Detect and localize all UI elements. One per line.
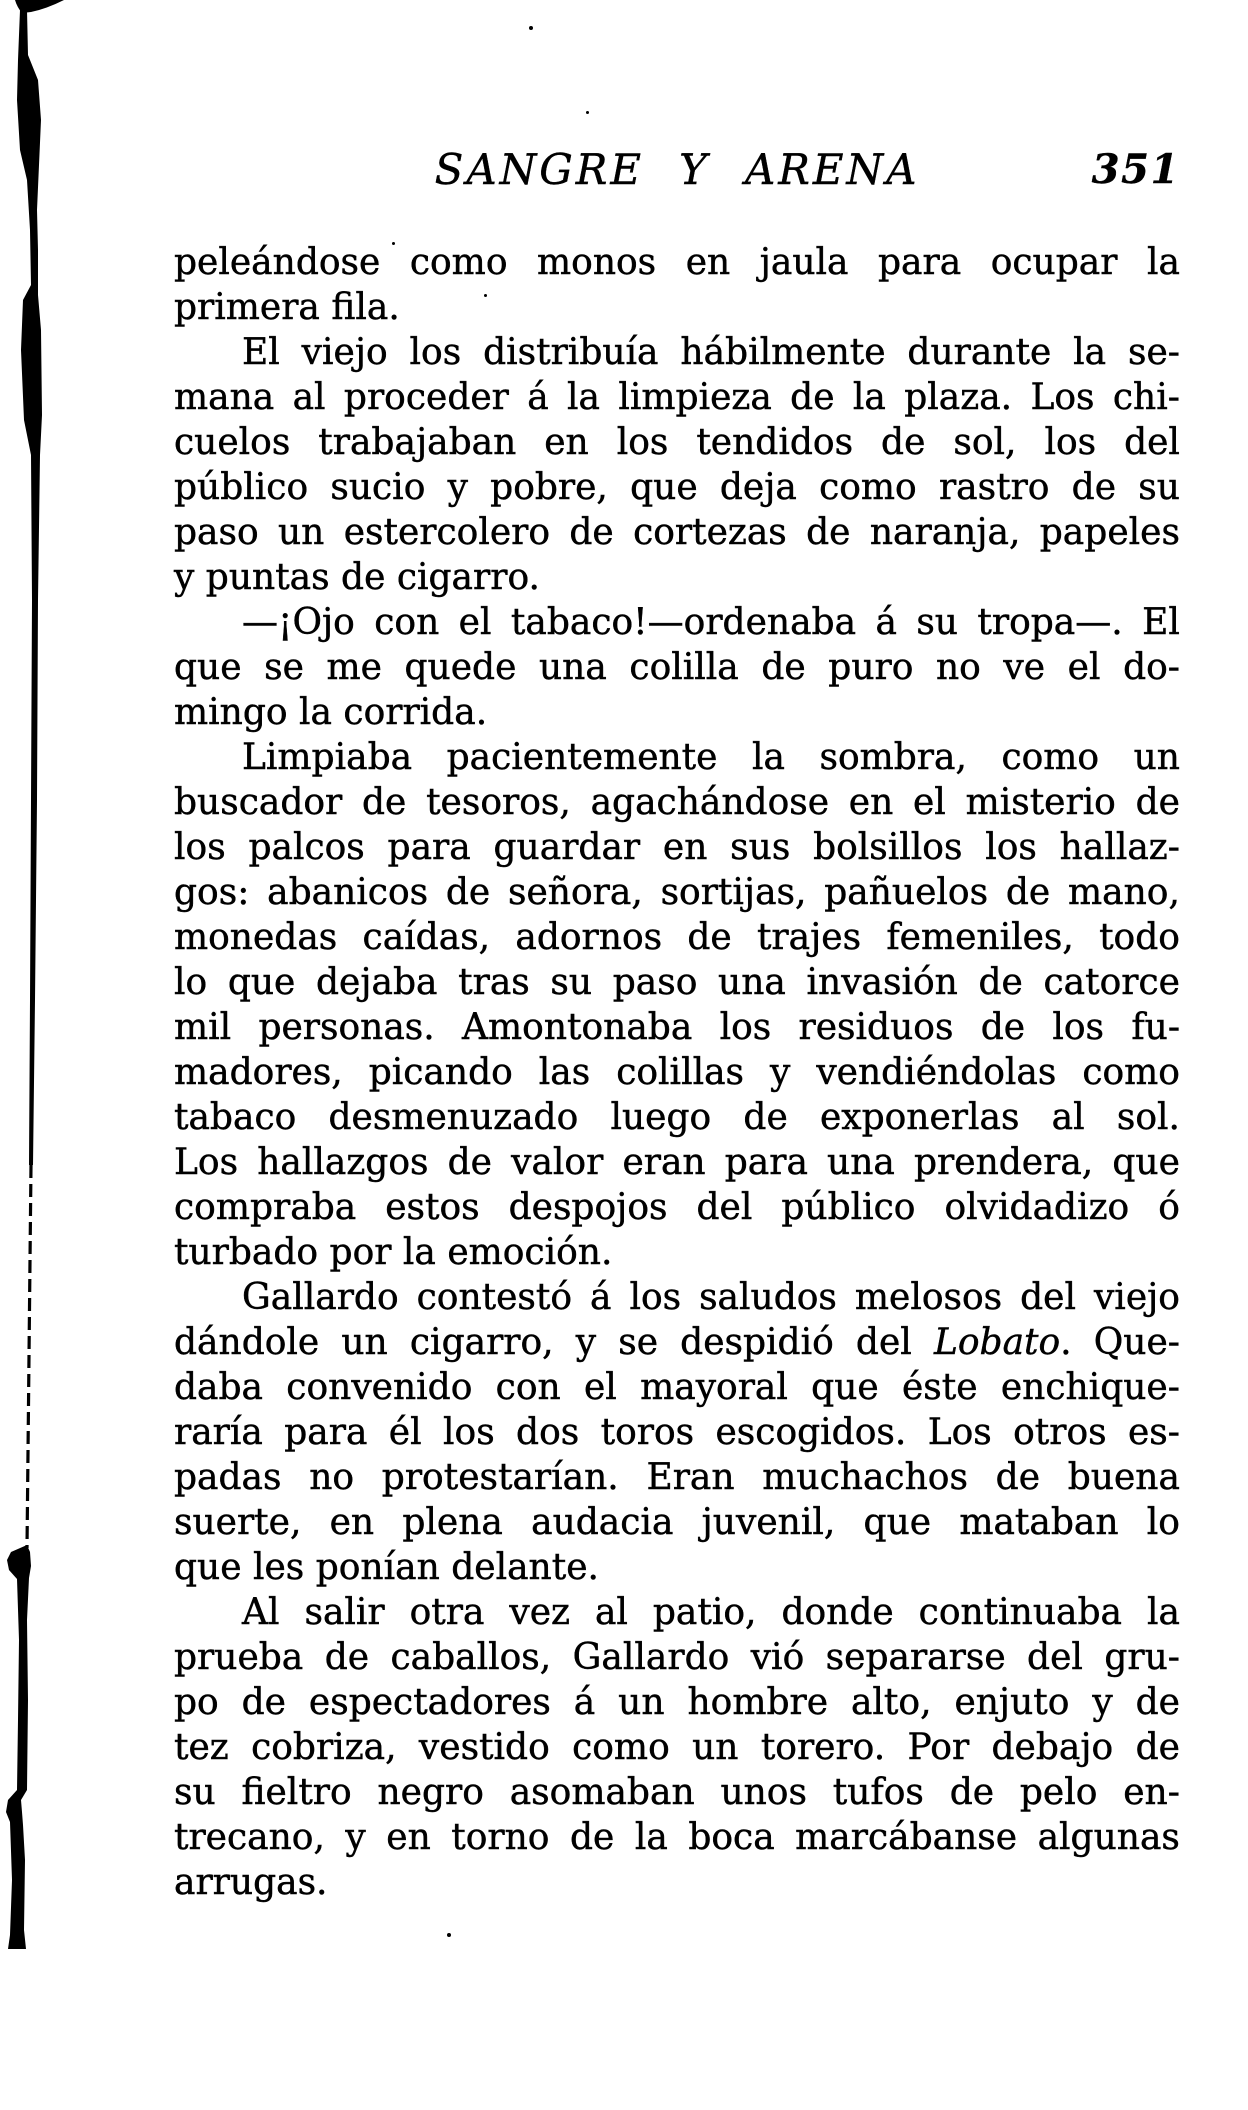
scan-speck xyxy=(529,26,533,30)
text-line: los palcos para guardar en sus bolsillos los hallaz- xyxy=(174,827,1180,868)
text-line: mana al proceder á la limpieza de la plaza. Los chi- xyxy=(174,377,1180,418)
text-line: primera fila. xyxy=(174,287,400,328)
text-line: trecano, y en torno de la boca marcábanse algunas xyxy=(174,1817,1180,1858)
page-title: SANGRE Y ARENA xyxy=(434,145,920,194)
text-line: cuelos trabajaban en los tendidos de sol, los del xyxy=(174,422,1180,463)
gutter-shadow-icon xyxy=(0,0,70,2110)
text-line: Gallardo contestó á los saludos melosos del viejo xyxy=(242,1277,1180,1318)
running-header xyxy=(174,146,1180,194)
page-number: 351 xyxy=(1091,146,1180,193)
text-block xyxy=(174,240,1180,1905)
text-line: po de espectadores á un hombre alto, enjuto y de xyxy=(174,1682,1180,1723)
text-line: su fieltro negro asomaban unos tufos de pelo en- xyxy=(174,1772,1180,1813)
text-line: tabaco desmenuzado luego de exponerlas al sol. xyxy=(174,1097,1180,1138)
text-line: raría para él los dos toros escogidos. Los otros es- xyxy=(174,1412,1180,1453)
text-line: El viejo los distribuía hábilmente durante la se- xyxy=(242,332,1180,373)
text-line: Al salir otra vez al patio, donde continuaba la xyxy=(242,1592,1180,1633)
text-line: mil personas. Amontonaba los residuos de los fu- xyxy=(174,1007,1180,1048)
text-line: gos: abanicos de señora, sortijas, pañuelos de mano, xyxy=(174,872,1180,913)
text-line: paso un estercolero de cortezas de naranja, papeles xyxy=(174,512,1180,553)
text-line: que se me quede una colilla de puro no ve el do- xyxy=(174,647,1180,688)
text-line: madores, picando las colillas y vendiéndolas como xyxy=(174,1052,1180,1093)
text-line: compraba estos despojos del público olvidadizo ó xyxy=(174,1187,1180,1228)
text-line: buscador de tesoros, agachándose en el misterio de xyxy=(174,782,1180,823)
text-line: dándole un cigarro, y se despidió del Lobato. Que- xyxy=(174,1322,1180,1363)
text-line: Los hallazgos de valor eran para una prendera, que xyxy=(174,1142,1180,1183)
text-line: y puntas de cigarro. xyxy=(174,557,540,598)
scan-speck xyxy=(586,111,589,114)
text-line: suerte, en plena audacia juvenil, que mataban lo xyxy=(174,1502,1180,1543)
text-line: que les ponían delante. xyxy=(174,1547,599,1588)
text-line: padas no protestarían. Eran muchachos de buena xyxy=(174,1457,1180,1498)
text-line: arrugas. xyxy=(174,1862,328,1903)
text-line: monedas caídas, adornos de trajes femeniles, todo xyxy=(174,917,1180,958)
text-line: —¡Ojo con el tabaco!—ordenaba á su tropa—. El xyxy=(242,602,1180,643)
text-line: lo que dejaba tras su paso una invasión de catorce xyxy=(174,962,1180,1003)
text-line: Limpiaba pacientemente la sombra, como un xyxy=(242,737,1180,778)
scan-speck xyxy=(447,1933,451,1937)
text-line: público sucio y pobre, que deja como rastro de su xyxy=(174,467,1180,508)
text-line: daba convenido con el mayoral que éste enchique- xyxy=(174,1367,1180,1408)
text-line: prueba de caballos, Gallardo vió separarse del gru- xyxy=(174,1637,1180,1678)
text-line: peleándose como monos en jaula para ocupar la xyxy=(174,242,1180,283)
text-line: turbado por la emoción. xyxy=(174,1232,613,1273)
text-line: mingo la corrida. xyxy=(174,692,488,733)
text-line: tez cobriza, vestido como un torero. Por debajo de xyxy=(174,1727,1180,1768)
